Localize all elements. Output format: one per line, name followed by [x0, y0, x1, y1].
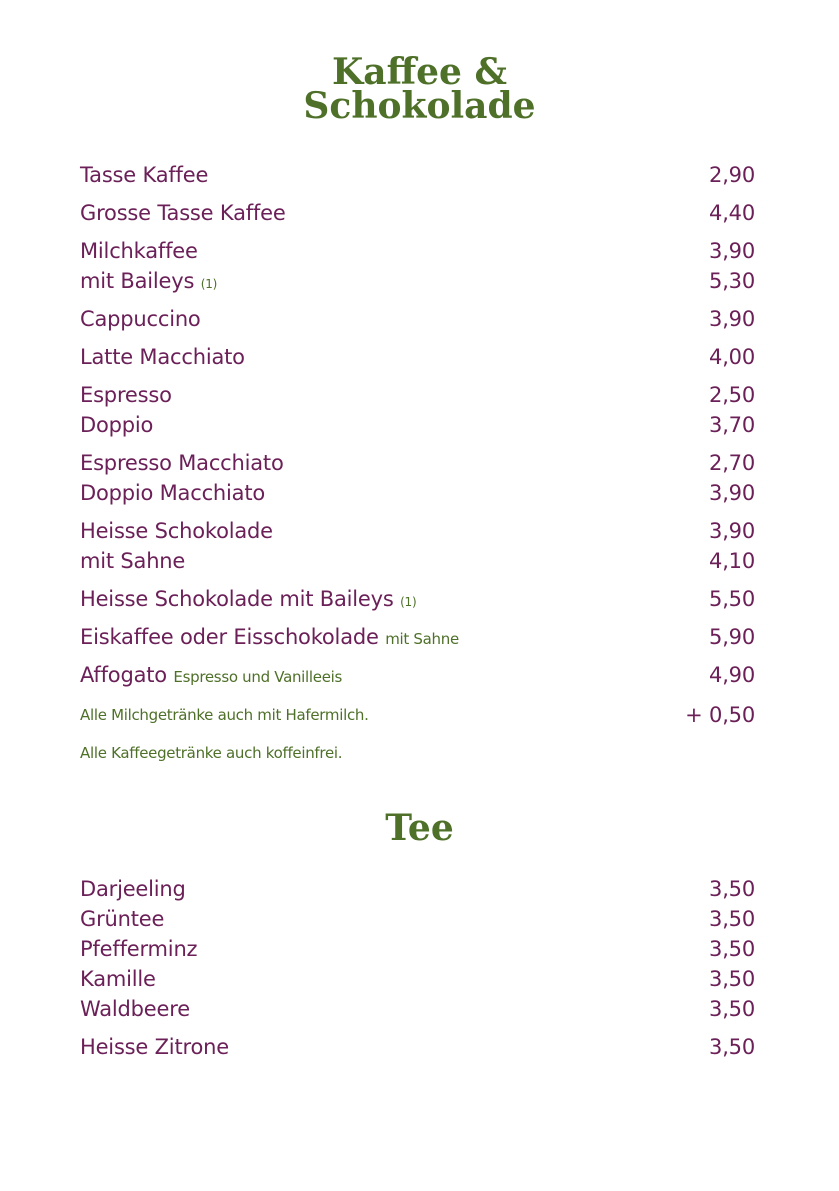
- item-name: Heisse Schokolade: [80, 519, 273, 543]
- item-name: Milchkaffee: [80, 239, 198, 263]
- menu-item-heisse-schokolade: [80, 516, 755, 546]
- menu-item-kamille: [80, 964, 755, 994]
- item-price: 3,50: [709, 877, 755, 901]
- tea-section-heading: Tee: [385, 807, 454, 849]
- menu-item-latte-macchiato: [80, 342, 755, 372]
- item-name: mit Sahne: [80, 549, 186, 573]
- item-name: Tasse Kaffee: [80, 163, 209, 187]
- item-note: Espresso und Vanilleeis: [173, 668, 343, 686]
- item-price: 3,90: [709, 519, 755, 543]
- item-name: Latte Macchiato: [80, 345, 245, 369]
- info-decaf: [80, 738, 755, 768]
- item-name: [80, 266, 217, 299]
- item-price: 3,90: [709, 239, 755, 263]
- coffee-heading-line2: Schokolade: [303, 85, 536, 127]
- item-name-text: Eiskaffee oder Eisschokolade: [80, 625, 379, 649]
- menu-item-milchkaffee-baileys: [80, 266, 755, 296]
- menu-item-espresso-macchiato: [80, 448, 755, 478]
- coffee-heading-line1: Kaffee &: [331, 51, 507, 93]
- item-price: 3,90: [709, 481, 755, 505]
- item-name: Waldbeere: [80, 997, 190, 1021]
- item-price: 4,10: [709, 549, 755, 573]
- item-name: Darjeeling: [80, 877, 186, 901]
- menu-item-gruentee: [80, 904, 755, 934]
- item-price: 3,50: [709, 907, 755, 931]
- item-name-text: Affogato: [80, 663, 167, 687]
- item-note: mit Sahne: [385, 630, 459, 648]
- item-name-text: Heisse Schokolade mit Baileys: [80, 587, 394, 611]
- item-price: 3,50: [709, 967, 755, 991]
- item-price: 3,90: [709, 307, 755, 331]
- info-oat-milk-text: Alle Milchgetränke auch mit Hafermilch.: [80, 706, 369, 724]
- item-price: 2,90: [709, 163, 755, 187]
- item-price: 3,50: [709, 1035, 755, 1059]
- item-price: 5,50: [709, 587, 755, 611]
- item-price: 4,90: [709, 663, 755, 687]
- menu-item-tasse-kaffee: [80, 160, 755, 190]
- item-name: Espresso: [80, 383, 172, 407]
- item-price: 4,40: [709, 201, 755, 225]
- menu-item-pfefferminz: [80, 934, 755, 964]
- item-name: Espresso Macchiato: [80, 451, 284, 475]
- item-name-text: mit Baileys: [80, 269, 195, 293]
- info-oat-milk: [80, 700, 755, 730]
- item-name: Doppio: [80, 413, 154, 437]
- menu-item-schokolade-baileys: [80, 584, 755, 614]
- info-decaf-text: Alle Kaffeegetränke auch koffeinfrei.: [80, 744, 343, 762]
- info-oat-milk-price: + 0,50: [685, 703, 755, 727]
- allergen-reference: (1): [200, 277, 218, 291]
- item-price: 3,50: [709, 937, 755, 961]
- menu-item-heisse-zitrone: [80, 1032, 755, 1062]
- item-price: 2,50: [709, 383, 755, 407]
- menu-item-schokolade-mit-sahne: [80, 546, 755, 576]
- item-name: Grüntee: [80, 907, 165, 931]
- item-name: Heisse Zitrone: [80, 1035, 229, 1059]
- item-name: [80, 622, 459, 654]
- menu-item-grosse-tasse-kaffee: [80, 198, 755, 228]
- menu-item-milchkaffee: [80, 236, 755, 266]
- item-price: 2,70: [709, 451, 755, 475]
- item-price: 5,90: [709, 625, 755, 649]
- menu-item-espresso: [80, 380, 755, 410]
- menu-item-waldbeere: [80, 994, 755, 1024]
- menu-item-affogato: [80, 660, 755, 690]
- item-name: Kamille: [80, 967, 156, 991]
- menu-item-cappuccino: [80, 304, 755, 334]
- menu-item-eiskaffee: [80, 622, 755, 652]
- item-name: Grosse Tasse Kaffee: [80, 201, 286, 225]
- allergen-reference: (1): [400, 595, 417, 609]
- item-name: Cappuccino: [80, 307, 201, 331]
- item-name: [80, 584, 416, 617]
- item-price: 3,50: [709, 997, 755, 1021]
- menu-item-doppio: [80, 410, 755, 440]
- item-price: 4,00: [709, 345, 755, 369]
- item-name: Pfefferminz: [80, 937, 198, 961]
- coffee-section-heading: [0, 51, 839, 127]
- item-name: Doppio Macchiato: [80, 481, 266, 505]
- menu-item-darjeeling: [80, 874, 755, 904]
- item-price: 3,70: [709, 413, 755, 437]
- item-price: 5,30: [709, 269, 755, 293]
- menu-item-doppio-macchiato: [80, 478, 755, 508]
- item-name: [80, 660, 342, 692]
